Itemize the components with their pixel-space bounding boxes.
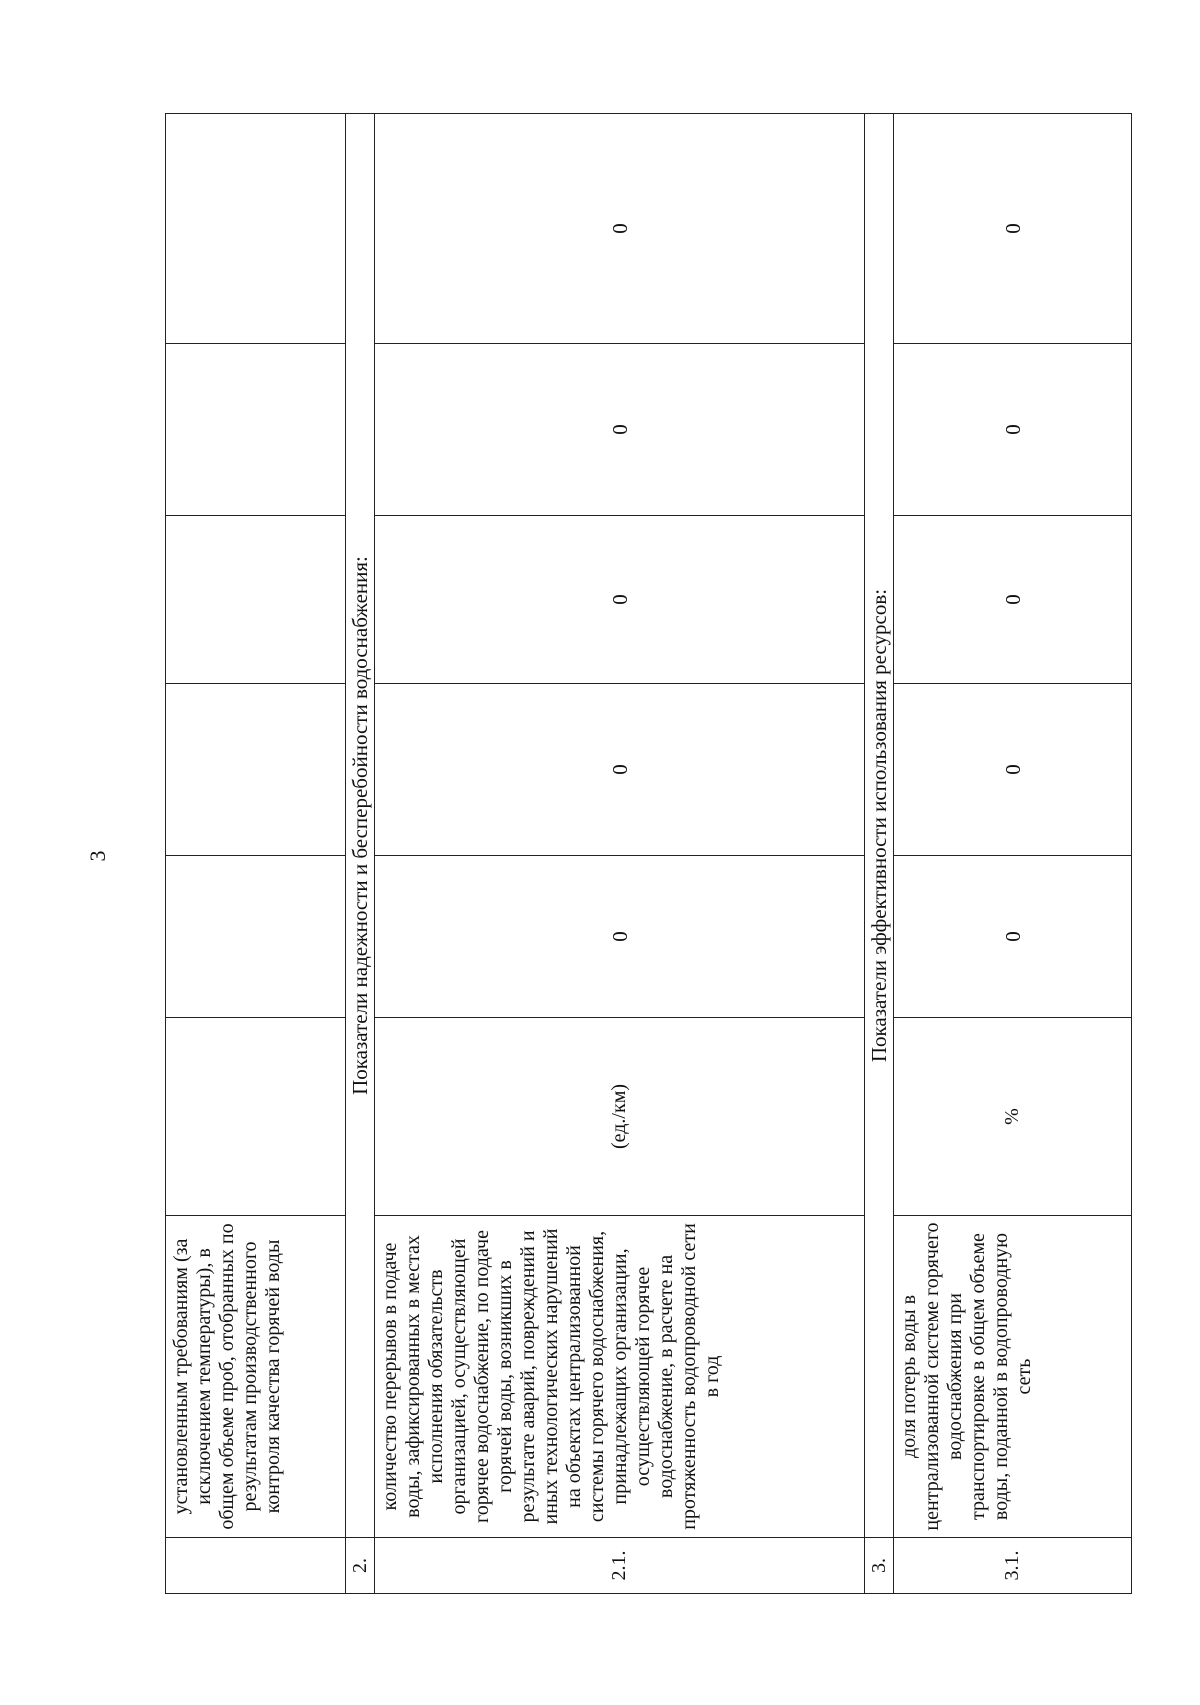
value-cell: 0 bbox=[375, 856, 865, 1018]
table-row-2-1 bbox=[375, 114, 865, 1594]
value-cell: 0 bbox=[375, 114, 865, 344]
page-number: 3 bbox=[85, 850, 110, 862]
value-cell: 0 bbox=[375, 516, 865, 684]
unit-cell: % bbox=[894, 1018, 1132, 1216]
value-cell: 0 bbox=[375, 344, 865, 516]
value-cell: 0 bbox=[894, 856, 1132, 1018]
unit-cell: (ед./км) bbox=[375, 1018, 865, 1216]
indicators-table-wrapper bbox=[165, 114, 1125, 1594]
row-number: 2.1. bbox=[375, 1538, 865, 1594]
section-title: Показатели надежности и бесперебойности водоснабжения: bbox=[346, 114, 375, 1538]
row-number: 3.1. bbox=[894, 1538, 1132, 1594]
value-cell bbox=[166, 516, 346, 684]
value-cell: 0 bbox=[894, 684, 1132, 856]
value-cell bbox=[166, 684, 346, 856]
section-number: 2. bbox=[346, 1538, 375, 1594]
value-cell: 0 bbox=[894, 516, 1132, 684]
table-row-3-1 bbox=[894, 114, 1132, 1594]
table-row-continuation bbox=[166, 114, 346, 1594]
indicator-description: установленным требованиям (за исключением температуры), в общем объеме проб, отобранных по результатам производственного контроля качества горячей воды bbox=[166, 1216, 346, 1538]
section-header-row bbox=[865, 114, 894, 1594]
value-cell bbox=[166, 114, 346, 344]
indicator-description: доля потерь воды в централизованной системе горячего водоснабжения при транспортировке в общем объеме воды, поданной в водопроводную сеть bbox=[894, 1216, 1132, 1538]
value-cell bbox=[166, 344, 346, 516]
section-title: Показатели эффективности использования ресурсов: bbox=[865, 114, 894, 1538]
value-cell: 0 bbox=[894, 344, 1132, 516]
indicators-table bbox=[165, 113, 1132, 1594]
rotated-table-container bbox=[165, 114, 1125, 1594]
value-cell: 0 bbox=[894, 114, 1132, 344]
section-header-row bbox=[346, 114, 375, 1594]
indicator-description: количество перерывов в подаче воды, зафиксированных в местах исполнения обязательств организацией, осуществляющей горячее водоснабжение, по подаче горячей воды, возникших в результате аварий, повреждений и иных технологических нарушений на объектах централизованной системы горячего водоснабжения, принадлежащих организации, осуществляющей горячее водоснабжение, в расчете на протяженность водопроводной сети в год bbox=[375, 1216, 865, 1538]
row-number bbox=[166, 1538, 346, 1594]
value-cell bbox=[166, 856, 346, 1018]
unit-cell bbox=[166, 1018, 346, 1216]
section-number: 3. bbox=[865, 1538, 894, 1594]
value-cell: 0 bbox=[375, 684, 865, 856]
